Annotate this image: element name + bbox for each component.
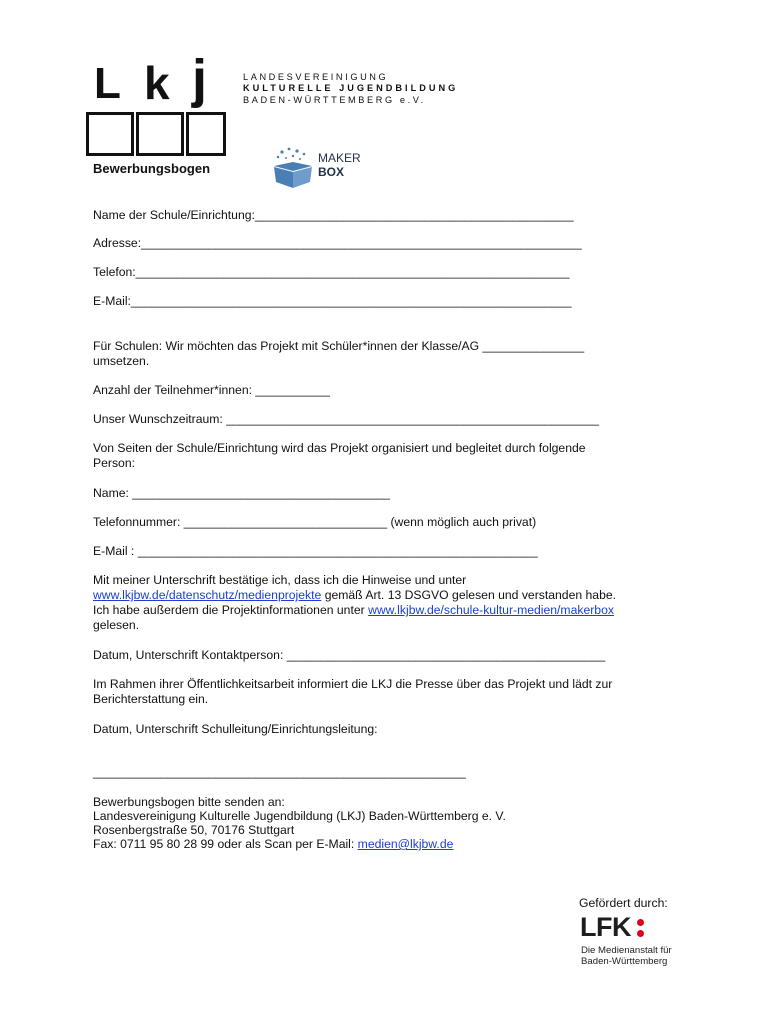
lkj-box-j [186, 112, 226, 156]
participants-field: Anzahl der Teilnehmer*innen: ___________ [93, 383, 330, 397]
contact-intro-line2: Person: [93, 456, 136, 470]
org-name-line3: BADEN-WÜRTTEMBERG e.V. [243, 95, 426, 105]
signature-lead: Datum, Unterschrift Schulleitung/Einrichtungsleitung: [93, 722, 378, 736]
privacy-link[interactable]: www.lkjbw.de/datenschutz/medienprojekte [93, 588, 322, 602]
logo-letter-j: j [192, 49, 208, 109]
org-name-line1: LANDESVEREINIGUNG [243, 72, 389, 82]
pr-line2: Berichterstattung ein. [93, 692, 209, 706]
send-line1: Bewerbungsbogen bitte senden an: [93, 795, 285, 809]
period-field: Unser Wunschzeitraum: _______________________________________________________ [93, 412, 600, 426]
signature-contact: Datum, Unterschrift Kontaktperson: _______________________________________________ [93, 648, 606, 662]
lfk-colon-icon [637, 917, 645, 939]
lkj-box-l [86, 112, 134, 156]
lfk-sub2: Baden-Württemberg [581, 956, 668, 967]
school-class-line2: umsetzen. [93, 354, 150, 368]
pr-line1: Im Rahmen ihrer Öffentlichkeitsarbeit informiert die LKJ die Presse über das Projekt und lädt zur [93, 677, 613, 691]
logo-letter-k: k [144, 57, 170, 109]
send-line3: Rosenbergstraße 50, 70176 Stuttgart [93, 823, 295, 837]
page-title: Bewerbungsbogen [93, 161, 211, 176]
makerbox-box-icon [270, 146, 316, 190]
lfk-sub1: Die Medienanstalt für [581, 945, 672, 956]
makerbox-line1: MAKER [318, 151, 361, 165]
field-email: E-Mail:_________________________________________________________________ [93, 294, 572, 308]
consent-line1: Mit meiner Unterschrift bestätige ich, dass ich die Hinweise und unter [93, 573, 467, 587]
school-class-line1: Für Schulen: Wir möchten das Projekt mit Schüler*innen der Klasse/AG _______________ [93, 339, 585, 353]
makerbox-link[interactable]: www.lkjbw.de/schule-kultur-medien/makerbox [368, 603, 614, 617]
makerbox-line2: BOX [318, 165, 345, 179]
contact-intro-line1: Von Seiten der Schule/Einrichtung wird das Projekt organisiert und begleitet durch folgende [93, 441, 586, 455]
org-name-line2: KULTURELLE JUGENDBILDUNG [243, 83, 459, 93]
consent-line4: gelesen. [93, 618, 140, 632]
consent-line3-text: Ich habe außerdem die Projektinformationen unter [93, 603, 369, 617]
send-line4 [93, 837, 453, 852]
field-phone: Telefon:________________________________________________________________ [93, 265, 570, 279]
lkj-logo [86, 49, 236, 109]
email-link[interactable]: medien@lkjbw.de [357, 837, 454, 851]
signature-line: _______________________________________________________ [93, 765, 466, 779]
consent-line2 [93, 588, 616, 603]
send-line2: Landesvereinigung Kulturelle Jugendbildung (LKJ) Baden-Württemberg e. V. [93, 809, 506, 823]
logo-letter-l: L [94, 59, 121, 108]
makerbox-logo [270, 146, 370, 190]
consent-line2-text: gemäß Art. 13 DSGVO gelesen und verstanden habe. [321, 588, 617, 602]
field-school: Name der Schule/Einrichtung:_______________________________________________ [93, 208, 574, 222]
contact-name-field: Name: ______________________________________ [93, 486, 390, 500]
lfk-logo-text: LFK [580, 912, 631, 942]
contact-email-field: E-Mail : ___________________________________________________________ [93, 544, 538, 558]
lkj-box-k [136, 112, 184, 156]
field-address: Adresse:_________________________________________________________________ [93, 236, 582, 250]
send-line4-text: Fax: 0711 95 80 28 99 oder als Scan per E-Mail: [93, 837, 358, 851]
funding-label: Gefördert durch: [579, 896, 668, 910]
contact-phone-field: Telefonnummer: ______________________________ (wenn möglich auch privat) [93, 515, 537, 529]
consent-line3 [93, 603, 614, 618]
